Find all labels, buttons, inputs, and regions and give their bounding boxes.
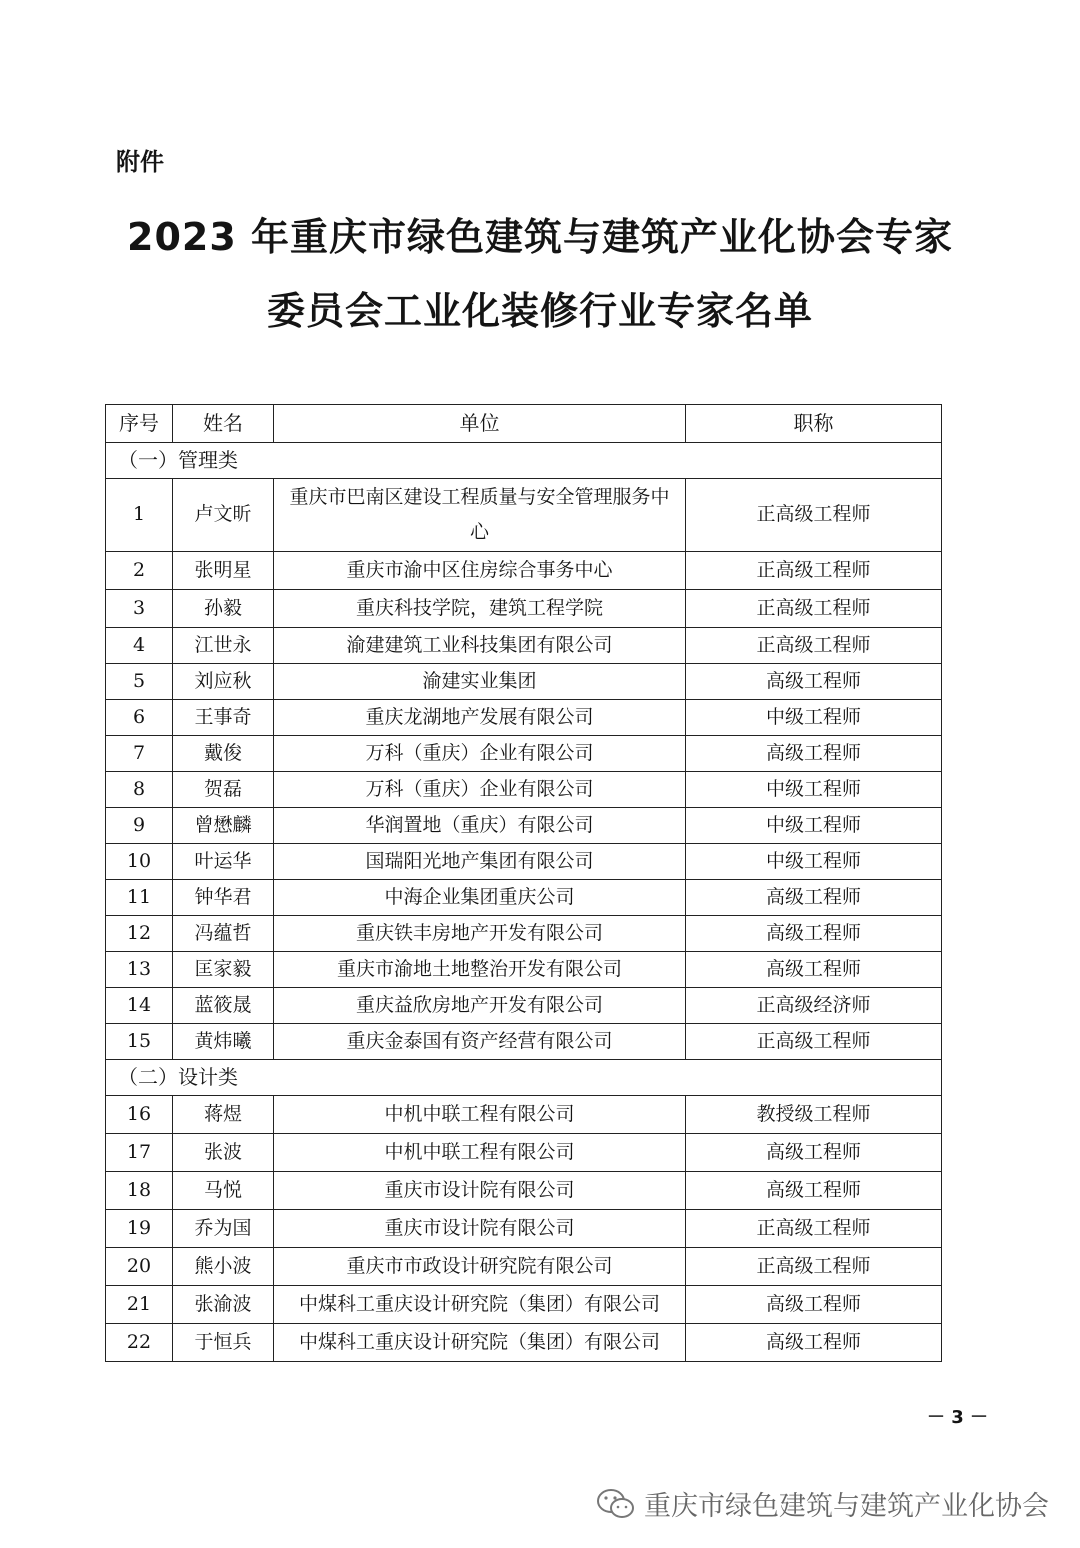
table-row (106, 1134, 942, 1172)
cell-name: 张渝波 (173, 1286, 274, 1324)
table-row (106, 628, 942, 664)
cell-number: 20 (106, 1248, 173, 1286)
cell-name: 王事奇 (173, 700, 274, 736)
cell-name: 戴俊 (173, 736, 274, 772)
table-row (106, 1172, 942, 1210)
cell-unit: 中机中联工程有限公司 (274, 1096, 686, 1134)
cell-name: 叶运华 (173, 844, 274, 880)
cell-name: 刘应秋 (173, 664, 274, 700)
cell-number: 15 (106, 1024, 173, 1060)
cell-number: 1 (106, 479, 173, 552)
table-row (106, 1286, 942, 1324)
cell-title: 高级工程师 (686, 916, 942, 952)
cell-number: 19 (106, 1210, 173, 1248)
cell-name: 张明星 (173, 552, 274, 590)
cell-unit: 万科（重庆）企业有限公司 (274, 736, 686, 772)
header-name: 姓名 (173, 405, 274, 443)
cell-unit: 中机中联工程有限公司 (274, 1134, 686, 1172)
cell-unit: 国瑞阳光地产集团有限公司 (274, 844, 686, 880)
cell-number: 7 (106, 736, 173, 772)
table-row (106, 1248, 942, 1286)
cell-unit: 万科（重庆）企业有限公司 (274, 772, 686, 808)
page-number: － 3 － (926, 1407, 988, 1428)
cell-name: 江世永 (173, 628, 274, 664)
cell-title: 高级工程师 (686, 1172, 942, 1210)
cell-number: 2 (106, 552, 173, 590)
section-label: （一）管理类 (106, 443, 942, 479)
cell-number: 11 (106, 880, 173, 916)
cell-title: 高级工程师 (686, 1324, 942, 1362)
cell-title: 高级工程师 (686, 1286, 942, 1324)
cell-title: 中级工程师 (686, 772, 942, 808)
cell-number: 4 (106, 628, 173, 664)
cell-title: 正高级工程师 (686, 1248, 942, 1286)
cell-unit: 渝建建筑工业科技集团有限公司 (274, 628, 686, 664)
table-header-row (106, 405, 942, 443)
cell-name: 于恒兵 (173, 1324, 274, 1362)
cell-name: 熊小波 (173, 1248, 274, 1286)
cell-name: 冯蕴哲 (173, 916, 274, 952)
cell-name: 孙毅 (173, 590, 274, 628)
cell-unit: 华润置地（重庆）有限公司 (274, 808, 686, 844)
header-title: 职称 (686, 405, 942, 443)
cell-title: 正高级经济师 (686, 988, 942, 1024)
header-unit: 单位 (274, 405, 686, 443)
header-number: 序号 (106, 405, 173, 443)
cell-name: 蓝筱晟 (173, 988, 274, 1024)
cell-unit: 中煤科工重庆设计研究院（集团）有限公司 (274, 1286, 686, 1324)
table-row (106, 916, 942, 952)
table-row (106, 772, 942, 808)
table-row (106, 988, 942, 1024)
cell-unit: 重庆金泰国有资产经营有限公司 (274, 1024, 686, 1060)
table-row (106, 736, 942, 772)
cell-title: 高级工程师 (686, 1134, 942, 1172)
section-label: （二）设计类 (106, 1060, 942, 1096)
cell-number: 9 (106, 808, 173, 844)
cell-name: 张波 (173, 1134, 274, 1172)
cell-unit: 渝建实业集团 (274, 664, 686, 700)
table-row (106, 1210, 942, 1248)
cell-number: 10 (106, 844, 173, 880)
cell-number: 5 (106, 664, 173, 700)
cell-name: 钟华君 (173, 880, 274, 916)
document-title-line-2: 委员会工业化装修行业专家名单 (266, 289, 813, 333)
cell-title: 正高级工程师 (686, 590, 942, 628)
cell-unit: 中海企业集团重庆公司 (274, 880, 686, 916)
table-row (106, 479, 942, 552)
cell-title: 高级工程师 (686, 880, 942, 916)
cell-unit: 重庆铁丰房地产开发有限公司 (274, 916, 686, 952)
cell-title: 正高级工程师 (686, 1210, 942, 1248)
cell-title: 高级工程师 (686, 952, 942, 988)
cell-unit: 重庆市设计院有限公司 (274, 1172, 686, 1210)
table-row (106, 664, 942, 700)
cell-name: 乔为国 (173, 1210, 274, 1248)
table-row (106, 1024, 942, 1060)
cell-unit: 重庆市渝中区住房综合事务中心 (274, 552, 686, 590)
table-row (106, 590, 942, 628)
document-title-line-1: 2023 年重庆市绿色建筑与建筑产业化协会专家 (127, 215, 953, 259)
table-row (106, 1324, 942, 1362)
cell-title: 正高级工程师 (686, 1024, 942, 1060)
cell-name: 曾懋麟 (173, 808, 274, 844)
cell-number: 22 (106, 1324, 173, 1362)
table-row (106, 808, 942, 844)
cell-title: 中级工程师 (686, 844, 942, 880)
cell-title: 中级工程师 (686, 808, 942, 844)
cell-title: 中级工程师 (686, 700, 942, 736)
table-body (106, 443, 942, 1362)
cell-number: 6 (106, 700, 173, 736)
cell-title: 正高级工程师 (686, 628, 942, 664)
table-row (106, 844, 942, 880)
watermark (596, 1484, 1049, 1523)
cell-title: 高级工程师 (686, 736, 942, 772)
cell-unit: 重庆市市政设计研究院有限公司 (274, 1248, 686, 1286)
table-row (106, 552, 942, 590)
cell-number: 3 (106, 590, 173, 628)
cell-unit: 重庆市渝地土地整治开发有限公司 (274, 952, 686, 988)
cell-unit: 中煤科工重庆设计研究院（集团）有限公司 (274, 1324, 686, 1362)
cell-number: 13 (106, 952, 173, 988)
attachment-label: 附件 (116, 148, 164, 176)
cell-title: 教授级工程师 (686, 1096, 942, 1134)
cell-unit: 重庆科技学院，建筑工程学院 (274, 590, 686, 628)
table-row (106, 700, 942, 736)
cell-number: 12 (106, 916, 173, 952)
cell-number: 16 (106, 1096, 173, 1134)
watermark-text: 重庆市绿色建筑与建筑产业化协会 (644, 1491, 1049, 1522)
cell-title: 正高级工程师 (686, 552, 942, 590)
cell-title: 高级工程师 (686, 664, 942, 700)
cell-name: 马悦 (173, 1172, 274, 1210)
cell-name: 蒋煜 (173, 1096, 274, 1134)
section-row (106, 1060, 942, 1096)
table-row (106, 880, 942, 916)
table-row (106, 952, 942, 988)
table-row (106, 1096, 942, 1134)
cell-name: 匡家毅 (173, 952, 274, 988)
cell-number: 17 (106, 1134, 173, 1172)
cell-unit: 重庆市设计院有限公司 (274, 1210, 686, 1248)
cell-number: 21 (106, 1286, 173, 1324)
cell-name: 贺磊 (173, 772, 274, 808)
cell-number: 18 (106, 1172, 173, 1210)
cell-number: 14 (106, 988, 173, 1024)
wechat-icon (596, 1487, 636, 1521)
expert-list-table (105, 404, 942, 1362)
cell-unit: 重庆龙湖地产发展有限公司 (274, 700, 686, 736)
cell-name: 黄炜曦 (173, 1024, 274, 1060)
cell-unit: 重庆市巴南区建设工程质量与安全管理服务中心 (274, 479, 686, 552)
cell-unit: 重庆益欣房地产开发有限公司 (274, 988, 686, 1024)
cell-number: 8 (106, 772, 173, 808)
section-row (106, 443, 942, 479)
cell-name: 卢文昕 (173, 479, 274, 552)
cell-title: 正高级工程师 (686, 479, 942, 552)
